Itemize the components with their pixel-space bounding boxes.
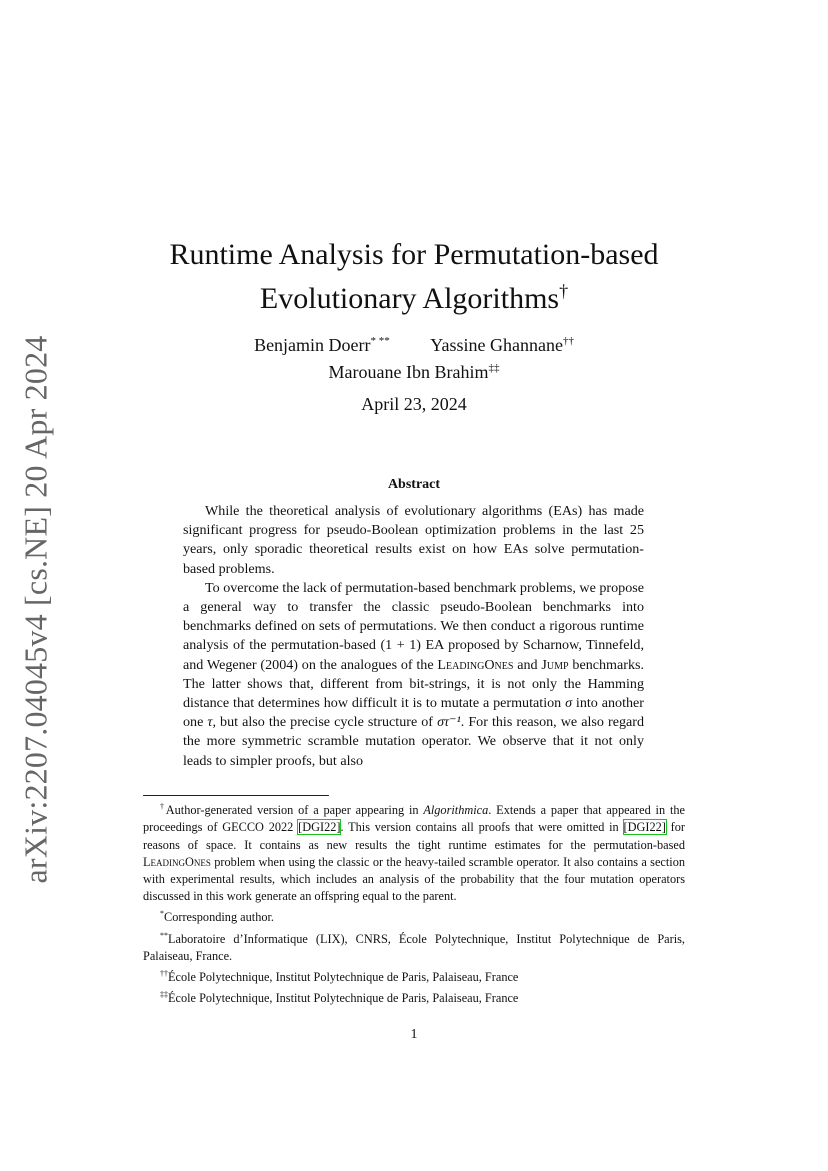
- footnote-text: . This version contains all proofs that were omitted in: [340, 820, 619, 835]
- footnote-separator: [143, 795, 329, 796]
- footnote-marker: ‡‡: [160, 990, 168, 1000]
- title-line-2: [0, 273, 828, 317]
- tau-symbol: τ: [207, 714, 213, 731]
- jump-benchmark-name: Jump: [541, 656, 569, 673]
- footnote-affiliation-ghannane: [143, 965, 685, 986]
- title-line-2-text: Evolutionary Algorithms: [259, 282, 560, 315]
- publication-date: April 23, 2024: [361, 394, 467, 414]
- footnote-text: École Polytechnique, Institut Polytechnique de Paris, Palaiseau, France: [168, 970, 519, 985]
- author-name: Benjamin Doerr: [254, 335, 371, 355]
- author-name: Yassine Ghannane: [430, 335, 563, 355]
- abstract-text: into another one: [183, 695, 644, 731]
- author-doerr: [254, 330, 390, 357]
- sigma-symbol: σ: [565, 695, 573, 712]
- abstract-paragraph-1: While the theoretical analysis of evolutionary algorithms (EAs) has made significant progress for pseudo-Boolean optimization problems in the last 25 years, only sporadic theoretical results exist on how EAs solve permutation-based problems.: [183, 503, 644, 577]
- author-footnote-marker[interactable]: ††: [562, 335, 574, 347]
- footnotes: [143, 798, 685, 1008]
- abstract-text: and: [517, 656, 538, 673]
- footnote-marker: ††: [160, 969, 168, 979]
- citation-link-dgi22[interactable]: [DGI22]: [298, 820, 341, 835]
- sigma-tau-inverse-expression: στ⁻¹: [437, 714, 461, 731]
- author-footnote-marker[interactable]: * **: [370, 335, 390, 347]
- abstract-paragraph-2: [183, 579, 644, 771]
- author-list: [0, 330, 828, 384]
- author-row-1: [0, 330, 828, 357]
- footnote-text: École Polytechnique, Institut Polytechnique de Paris, Palaiseau, France: [168, 991, 519, 1006]
- footnote-corresponding-author: [143, 905, 685, 926]
- author-row-2: [0, 357, 828, 384]
- citation-link-dgi22[interactable]: [DGI22]: [623, 820, 666, 835]
- abstract-text: , but also the precise cycle structure of: [212, 714, 434, 731]
- title-line-1: Runtime Analysis for Permutation-based: [169, 238, 659, 271]
- title-footnote-marker[interactable]: †: [559, 281, 569, 301]
- abstract-body: [183, 502, 644, 771]
- arxiv-identifier-stamp: [10, 335, 62, 883]
- footnote-text: Corresponding author.: [164, 910, 274, 925]
- abstract-text: To overcome the lack of permutation-based benchmark problems, we propose a general way to transfer the classic pseudo-Boolean benchmarks into benchmarks defined on sets of permutations. We then conduct a rigorous runtime analysis of the permutation-based (1 + 1) EA proposed by Scharnow, Tinnefeld, and Wegener (2004) on the analogues of the: [183, 579, 644, 673]
- abstract-heading: Abstract: [387, 477, 441, 492]
- footnote-text: Laboratoire d’Informatique (LIX), CNRS, École Polytechnique, Institut Polytechnique de Paris, Palaiseau, France.: [143, 931, 685, 963]
- arxiv-identifier-text: arXiv:2207.04045v4 [cs.NE] 20 Apr 2024: [17, 335, 54, 883]
- footnote-text: for reasons of space. It contains as new results the tight runtime estimates for the permutation-based: [143, 820, 685, 852]
- footnote-marker: **: [160, 930, 168, 940]
- abstract-text: benchmarks. The latter shows that, different from bit-strings, it is not only the Hamming distance that determines how difficult it is to mutate a permutation: [183, 656, 645, 712]
- leadingones-benchmark-name: LeadingOnes: [143, 854, 211, 869]
- footnote-affiliation-doerr: [143, 927, 685, 966]
- author-footnote-marker[interactable]: ‡‡: [488, 362, 500, 374]
- author-ghannane: [430, 330, 574, 357]
- author-name: Marouane Ibn Brahim: [328, 362, 489, 382]
- footnote-text: Author-generated version of a paper appearing in: [165, 803, 419, 818]
- paper-title: [0, 236, 828, 317]
- footnote-version-note: [143, 798, 685, 905]
- footnote-marker: †: [160, 802, 166, 811]
- journal-name: Algorithmica: [423, 803, 489, 818]
- abstract-text: . For this reason, we also regard the more symmetric scramble mutation operator. We observe that it not only leads to simpler proofs, but also: [183, 714, 644, 769]
- footnote-marker: *: [160, 909, 164, 919]
- author-ibn-brahim: [329, 357, 500, 384]
- leadingones-benchmark-name: LeadingOnes: [437, 656, 514, 673]
- footnote-text: problem when using the classic or the heavy-tailed scramble operator. It also contains a section with experimental results, which includes an analysis of the probability that the four mutation operators discussed in this work generate an offspring equal to the parent.: [143, 854, 685, 904]
- page-number: 1: [410, 1027, 418, 1042]
- footnote-text: . Extends a paper that appeared in the proceedings of GECCO 2022: [143, 803, 685, 835]
- footnote-affiliation-ibn-brahim: [143, 986, 685, 1007]
